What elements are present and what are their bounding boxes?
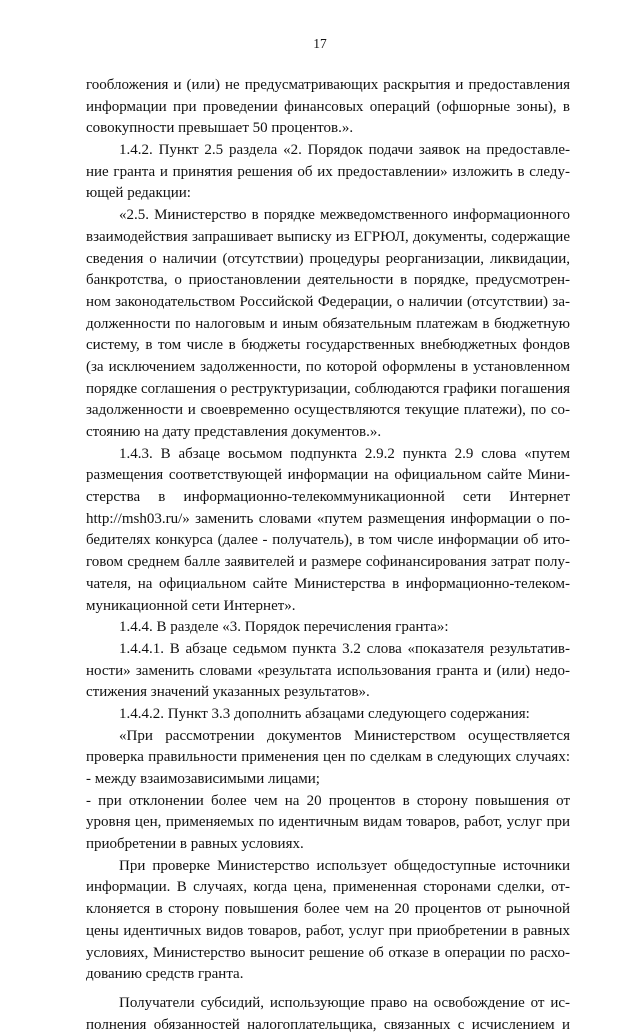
text-line: проверка правильности применения цен по сделкам в следующих случаях:	[86, 749, 570, 766]
text-line: банкротства, о приостановлении деятельности в порядке, предусмотрен-	[86, 272, 570, 289]
text-line: - между взаимозависимыми лицами;	[86, 771, 320, 787]
text-line: 1.4.3. В абзаце восьмом подпункта 2.9.2 пункта 2.9 слова «путем	[119, 445, 570, 462]
text-line: 1.4.2. Пункт 2.5 раздела «2. Порядок подачи заявок на предоставле-	[119, 142, 570, 159]
text-line: ние гранта и принятия решения об их предоставлении» изложить в следу-	[86, 163, 570, 180]
text-line: задолженности и своевременно осуществляются текущие платежи), по со-	[86, 402, 570, 419]
text-line: стоянию на дату представления документов.».	[86, 424, 382, 440]
text-line: приобретении в равных условиях.	[86, 836, 304, 853]
text-line: клоняется в сторону повышения более чем на 20 процентов от рыночной	[86, 901, 570, 918]
text-line: http://msh03.ru/» заменить словами «путем размещения информации о по-	[86, 510, 570, 527]
text-line: гообложения и (или) не предусматривающих раскрытия и предоставления	[86, 77, 570, 93]
text-line: стижения значений указанных результатов».	[86, 684, 370, 701]
text-line: 1.4.4. В разделе «3. Порядок перечисления гранта»:	[119, 619, 449, 636]
text-line: взаимодействия запрашивает выписку из ЕГРЮЛ, документы, содержащие	[86, 228, 570, 245]
text-line: условиях, Министерство выносит решение об отказе в операции по расхо-	[86, 944, 570, 961]
text-line: долженности по налоговым и иным обязательным платежам в бюджетную	[86, 315, 570, 332]
text-line: стерства в информационно-телекоммуникационной сети Интернет	[86, 489, 570, 506]
text-line: чателя, на официальном сайте Министерства в информационно-телеком-	[86, 575, 570, 592]
text-line: При проверке Министерство использует общедоступные источники	[119, 857, 570, 874]
document-body	[86, 75, 570, 1036]
text-line: (за исключением задолженности, по которой оформлены в установленном	[86, 358, 570, 375]
text-line: информации при проведении финансовых операций (офшорные зоны), в	[86, 98, 570, 115]
text-line: 1.4.4.2. Пункт 3.3 дополнить абзацами следующего содержания:	[119, 705, 530, 722]
text-line: ющей редакции:	[86, 185, 191, 202]
text-line: ности» заменить словами «результата использования гранта и (или) недо-	[86, 662, 570, 679]
text-line: порядке соглашения о реструктуризации, соблюдаются графики погашения	[86, 380, 570, 397]
text-line: говом среднем балле заявителей и размере софинансирования затрат полу-	[86, 554, 570, 571]
text-line: бедителях конкурса (далее - получатель), в том числе информации об ито-	[86, 532, 570, 549]
text-line: ном законодательством Российской Федерации, о наличии (отсутствии) за-	[86, 293, 570, 310]
text-line: полнения обязанностей налогоплательщика, связанных с исчислением и	[86, 1016, 570, 1033]
text-line: систему, в том числе в бюджеты государственных внебюджетных фондов	[86, 337, 570, 354]
text-line: сведения о наличии (отсутствии) процедуры реорганизации, ликвидации,	[86, 250, 570, 267]
text-line: информации. В случаях, когда цена, примененная сторонами сделки, от-	[86, 879, 570, 896]
text-line: Получатели субсидий, использующие право на освобождение от ис-	[119, 994, 570, 1011]
text-line: уровня цен, применяемых по идентичным видам товаров, работ, услуг при	[86, 814, 570, 831]
page-number: 17	[313, 36, 327, 51]
text-line: совокупности превышает 50 процентов.».	[86, 120, 354, 137]
text-line: размещения соответствующей информации на официальном сайте Мини-	[86, 467, 570, 484]
text-line: 1.4.4.1. В абзаце седьмом пункта 3.2 слова «показателя результатив-	[119, 640, 570, 657]
text-line: «2.5. Министерство в порядке межведомственного информационного	[119, 207, 570, 224]
text-line: дованию средств гранта.	[86, 966, 244, 983]
text-line: цены идентичных видов товаров, работ, услуг при приобретении в равных	[86, 922, 570, 939]
text-line: «При рассмотрении документов Министерством осуществляется	[119, 727, 570, 744]
text-line: - при отклонении более чем на 20 процентов в сторону повышения от	[86, 792, 570, 809]
text-line: муникационной сети Интернет».	[86, 597, 296, 614]
